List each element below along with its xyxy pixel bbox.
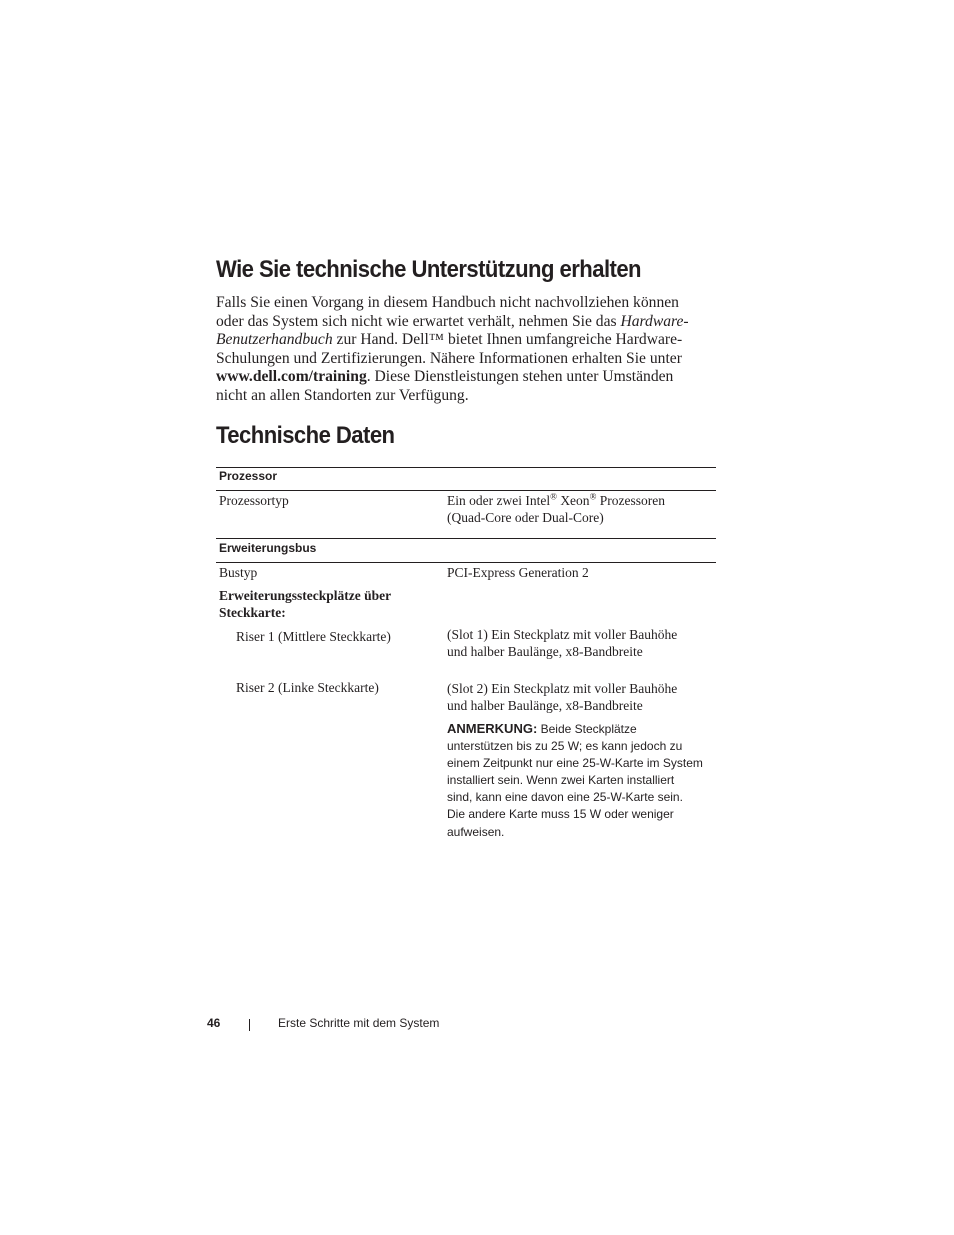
table-section-processor: Prozessor (219, 469, 278, 483)
riser2-value-line: (Slot 2) Ein Steckplatz mit voller Bauhöhe (447, 681, 678, 696)
para-text: nicht an allen Standorten zur Verfügung. (216, 386, 469, 404)
note-text: aufweisen. (447, 824, 505, 839)
slots-label-line: Erweiterungssteckplätze über (219, 588, 392, 603)
registered-mark: ® (550, 491, 557, 502)
bus-type-label: Bustyp (219, 565, 258, 580)
bus-type-value: PCI-Express Generation 2 (447, 565, 589, 580)
section-heading-support: Wie Sie technische Unterstützung erhalten (216, 256, 641, 283)
para-text: . Diese Dienstleistungen stehen unter Umständen (366, 368, 674, 386)
note-text: Beide Steckplätze (537, 722, 637, 736)
riser1-value-line: (Slot 1) Ein Steckplatz mit voller Bauhöhe (447, 627, 678, 642)
processor-text: Prozessoren (596, 493, 666, 508)
processor-type-value (447, 492, 665, 526)
page-number: 46 (207, 1016, 221, 1030)
section-heading-specs: Technische Daten (216, 422, 395, 449)
table-section-expansion: Erweiterungsbus (219, 541, 317, 555)
note-text: einem Zeitpunkt nur eine 25-W-Karte im System (447, 756, 703, 771)
para-text: Schulungen und Zertifizierungen. Nähere Informationen erhalten Sie unter (216, 349, 682, 367)
note-text: installiert sein. Wenn zwei Karten installiert (447, 773, 675, 788)
table-rule (216, 467, 716, 468)
note-text: sind, kann eine davon eine 25-W-Karte sein. (447, 790, 683, 805)
expansion-slots-label (219, 587, 391, 621)
table-rule (216, 490, 716, 491)
manual-title-italic: Benutzerhandbuch (216, 331, 333, 349)
para-text: Falls Sie einen Vorgang in diesem Handbuch nicht nachvollziehen können (216, 294, 679, 311)
table-rule (216, 562, 716, 563)
processor-type-label: Prozessortyp (219, 493, 289, 508)
support-paragraph (216, 294, 716, 406)
note-label: ANMERKUNG: (447, 721, 538, 736)
table-rule (216, 538, 716, 539)
riser2-label: Riser 2 (Linke Steckkarte) (236, 680, 379, 695)
footer-separator (249, 1019, 250, 1031)
riser1-value (447, 626, 677, 660)
footer-title: Erste Schritte mit dem System (278, 1016, 440, 1030)
note-block (447, 720, 715, 841)
note-text: Die andere Karte muss 15 W oder weniger (447, 807, 674, 822)
para-text: oder das System sich nicht wie erwartet verhält, nehmen Sie das (216, 312, 621, 330)
slots-label-line: Steckkarte: (219, 605, 286, 620)
processor-text: Xeon (556, 493, 590, 508)
riser1-value-line: und halber Baulänge, x8-Bandbreite (447, 644, 643, 659)
riser2-value (447, 680, 677, 714)
processor-text: Ein oder zwei Intel (447, 493, 551, 508)
processor-text: (Quad-Core oder Dual-Core) (447, 510, 604, 525)
note-text: unterstützen bis zu 25 W; es kann jedoch zu (447, 739, 683, 754)
training-link[interactable]: www.dell.com/training (216, 368, 367, 386)
para-text: zur Hand. Dell™ bietet Ihnen umfangreiche Hardware- (332, 331, 683, 349)
riser1-label: Riser 1 (Mittlere Steckkarte) (236, 629, 391, 644)
registered-mark: ® (589, 491, 597, 502)
manual-title-italic: Hardware- (620, 312, 689, 330)
riser2-value-line: und halber Baulänge, x8-Bandbreite (447, 698, 643, 713)
